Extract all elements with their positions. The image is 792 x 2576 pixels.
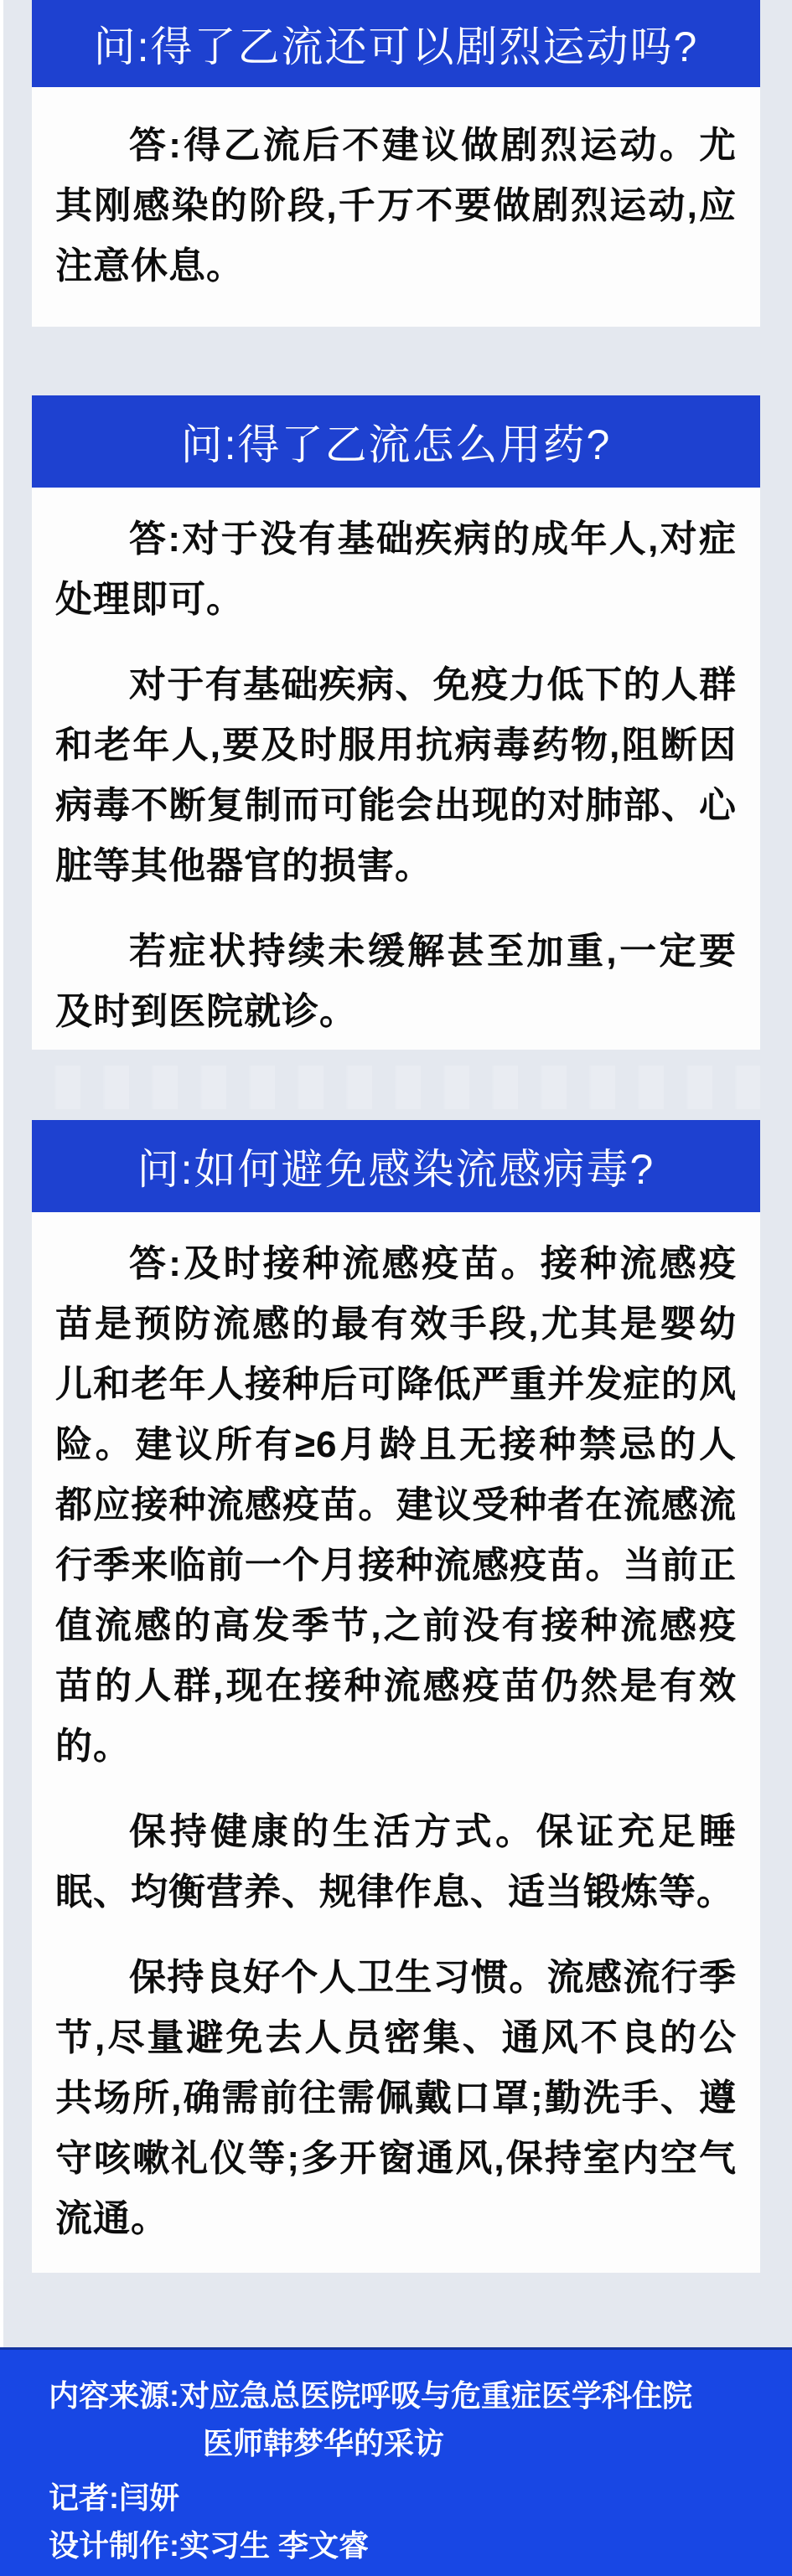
question-banner-3 <box>32 1120 760 1216</box>
answer-paragraph: 若症状持续未缓解甚至加重,一定要及时到医院就诊。 <box>55 931 737 1032</box>
content-source-line2: 医师韩梦华的采访 <box>203 2426 445 2460</box>
answer-paragraph: 保持健康的生活方式。保证充足睡眠、均衡营养、规律作息、适当锻炼等。 <box>55 1811 737 1913</box>
answer-paragraph: 保持良好个人卫生习惯。流感流行季节,尽量避免去人员密集、通风不良的公共场所,确需前往需佩戴口罩;勤洗手、遵守咳嗽礼仪等;多开窗通风,保持室内空气流通。 <box>55 1957 737 2239</box>
answer-card-3 <box>32 1212 760 2273</box>
question-banner-1 <box>32 0 760 90</box>
answer-paragraph: 答:及时接种流感疫苗。接种流感疫苗是预防流感的最有效手段,尤其是婴幼儿和老年人接种后可降低严重并发症的风险。建议所有≥6月龄且无接种禁忌的人都应接种流感疫苗。建议受种者在流感流行季来临前一个月接种流感疫苗。当前正值流感的高发季节,之前没有接种流感疫苗的人群,现在接种流感疫苗仍然是有效的。 <box>55 1243 737 1767</box>
answer-card-1 <box>32 87 760 327</box>
question-text-1: 问:得了乙流还可以剧烈运动吗? <box>93 23 699 70</box>
faint-watermark-band <box>32 1066 760 1109</box>
answer-paragraph: 答:对于没有基础疾病的成年人,对症处理即可。 <box>55 519 737 620</box>
designer-line: 设计制作:实习生 李文睿 <box>49 2528 369 2563</box>
content-source-line1: 内容来源:对应急总医院呼吸与危重症医学科住院 <box>49 2378 692 2413</box>
question-text-3: 问:如何避免感染流感病毒? <box>137 1146 655 1193</box>
answer-paragraph: 答:得乙流后不建议做剧烈运动。尤其刚感染的阶段,千万不要做剧烈运动,应注意休息。 <box>55 125 737 287</box>
reporter-line: 记者:闫妍 <box>49 2480 179 2515</box>
credits-footer <box>0 2347 792 2576</box>
left-edge-strip <box>0 0 3 2347</box>
question-banner-2 <box>32 395 760 491</box>
answer-paragraph: 对于有基础疾病、免疫力低下的人群和老年人,要及时服用抗病毒药物,阻断因病毒不断复制而可能会出现的对肺部、心脏等其他器官的损害。 <box>55 664 737 886</box>
question-text-2: 问:得了乙流怎么用药? <box>180 421 612 468</box>
answer-card-2 <box>32 488 760 1050</box>
